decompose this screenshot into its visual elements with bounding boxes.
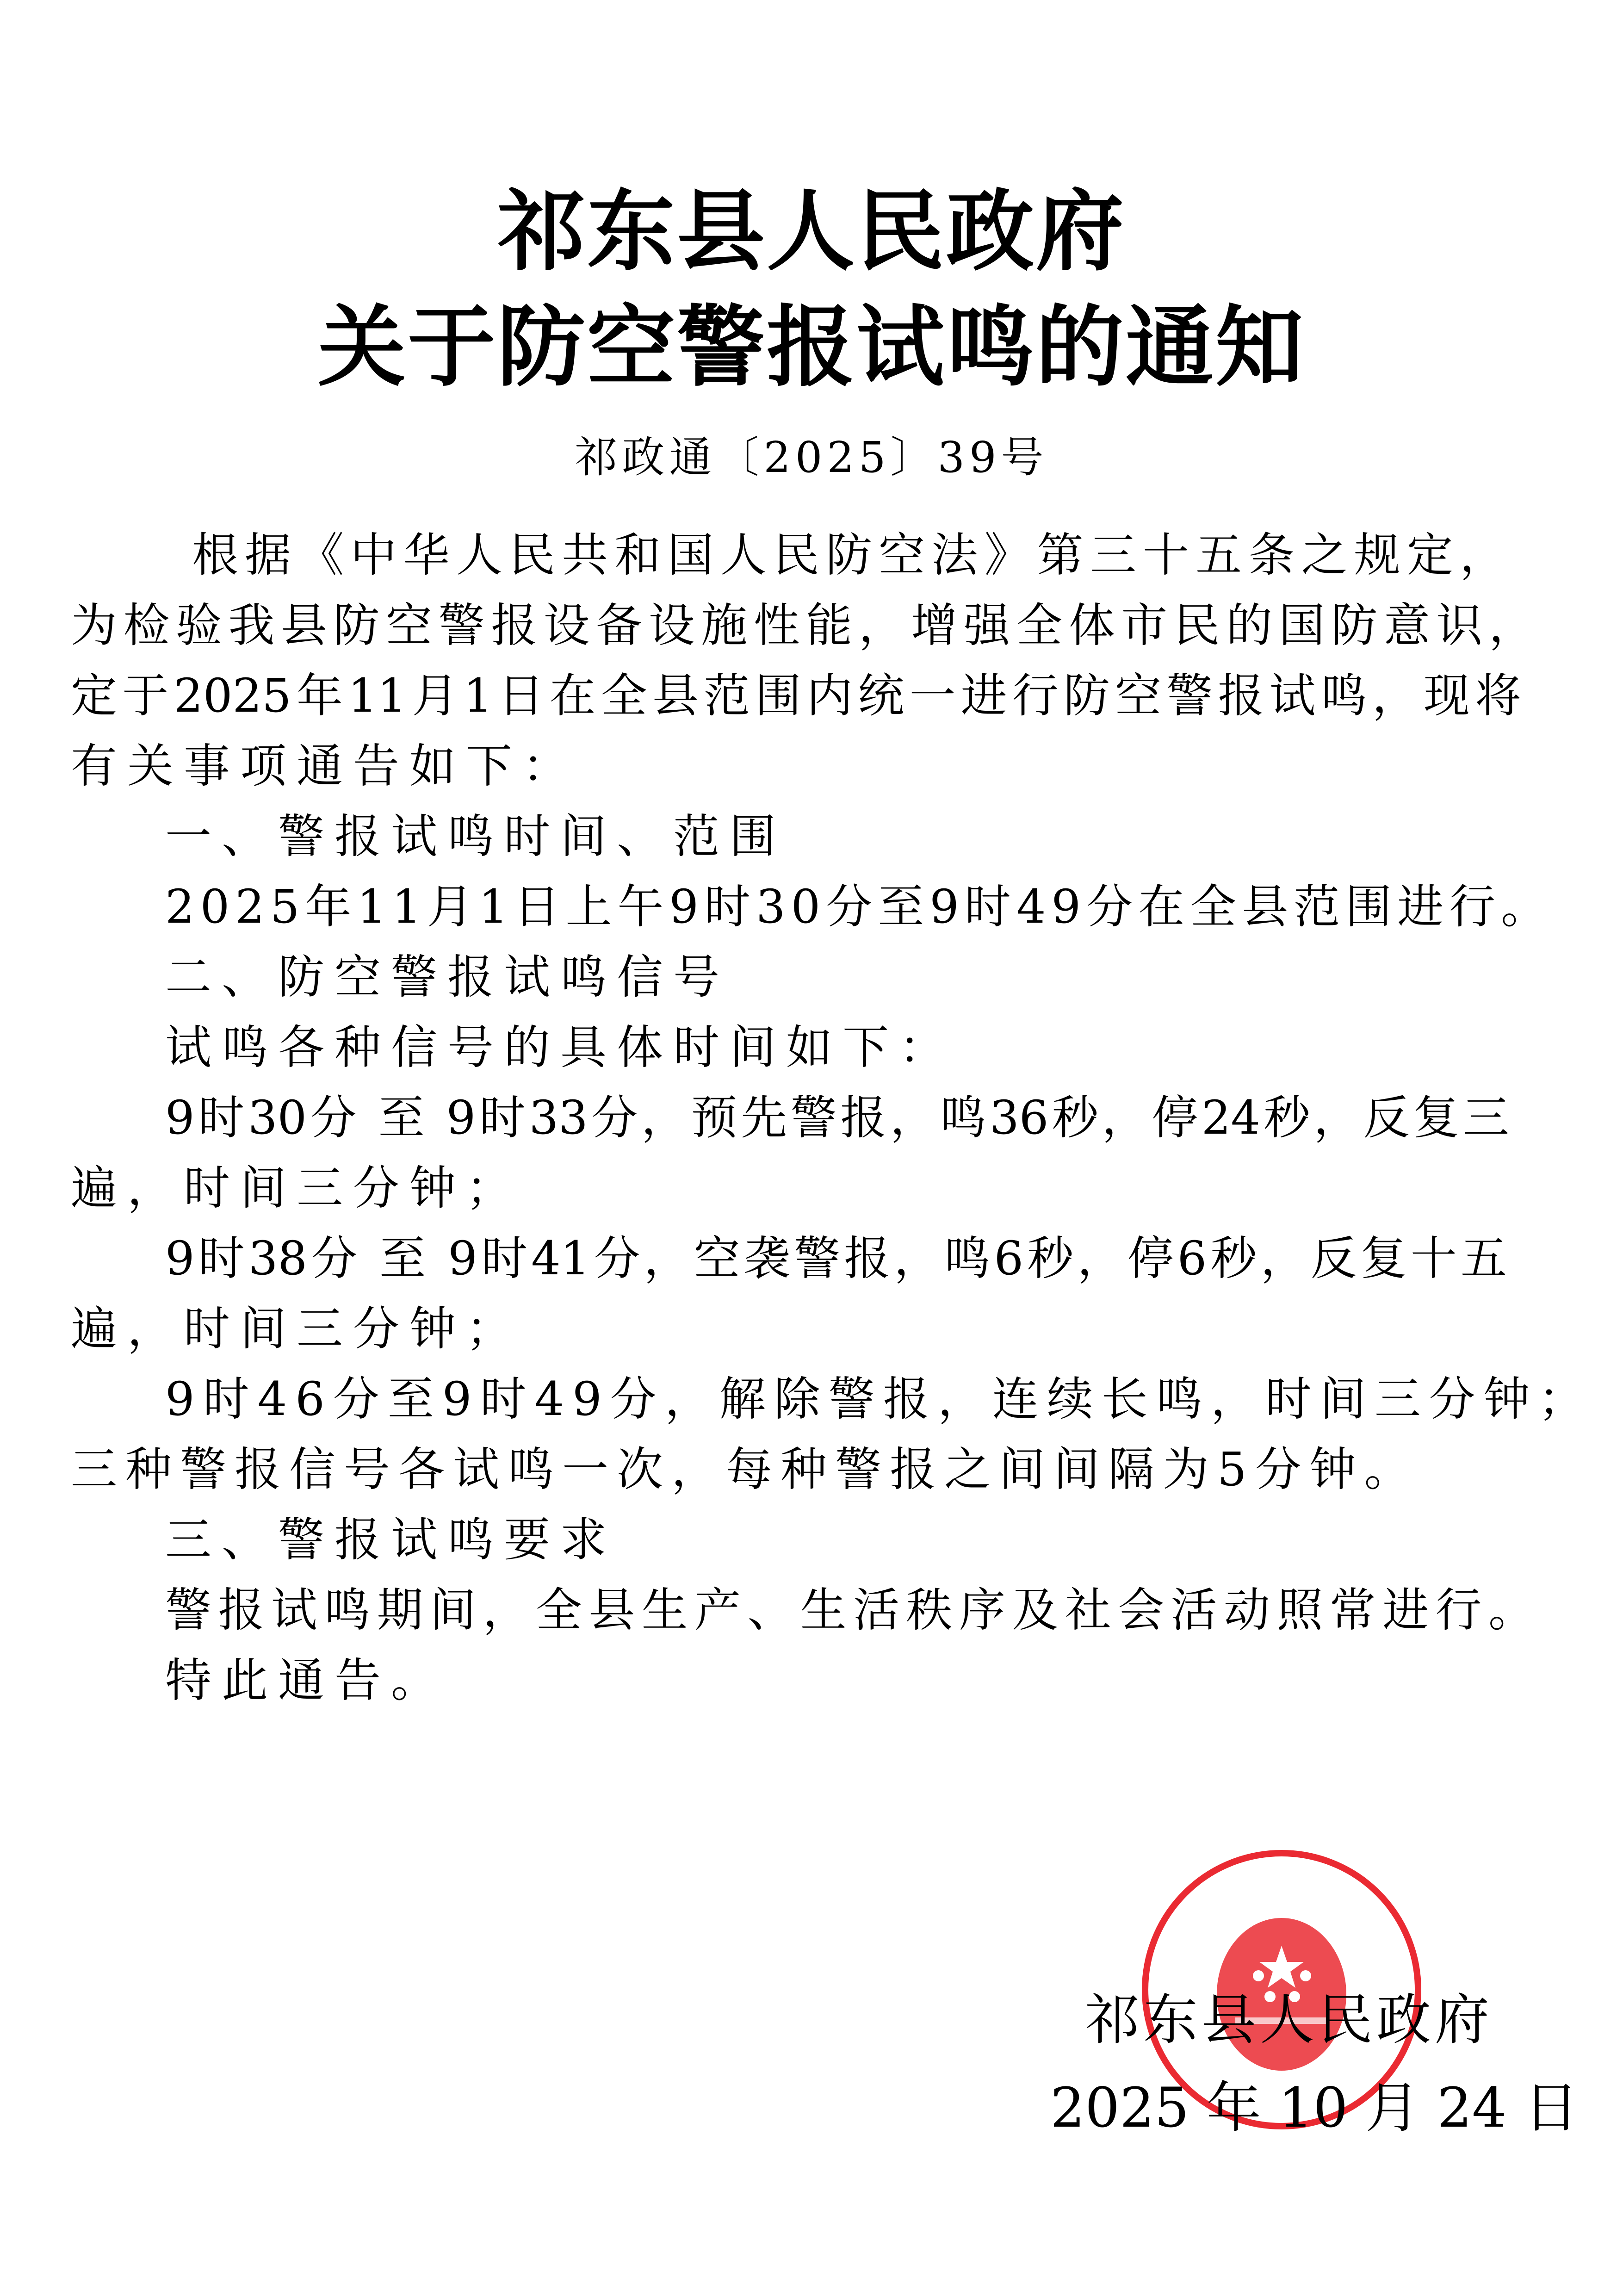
body-line: 试鸣各种信号的具体时间如下： <box>165 1020 955 1074</box>
body-line: 9时38分 至 9时41分，空袭警报，鸣6秒，停6秒，反复十五 <box>165 1231 1507 1285</box>
body-line: 9时30分 至 9时33分，预先警报，鸣36秒，停24秒，反复三 <box>165 1091 1509 1145</box>
body-line: 有关事项通告如下： <box>71 739 579 793</box>
issuer-name: 祁东县人民政府 <box>1085 1988 1493 2052</box>
section-heading: 三、警报试鸣要求 <box>165 1513 617 1567</box>
title-line-1: 祁东县人民政府 <box>497 180 1126 283</box>
body-line: 根据《中华人民共和国人民防空法》第三十五条之规定， <box>192 528 1506 582</box>
section-heading: 一、警报试鸣时间、范围 <box>165 809 786 863</box>
title-line-2: 关于防空警报试鸣的通知 <box>317 295 1305 398</box>
issue-date: 2025 年 10 月 24 日 <box>1050 2076 1579 2140</box>
body-line: 定于2025年11月1日在全县范围内统一进行防空警报试鸣，现将 <box>71 669 1521 723</box>
body-line: 三种警报信号各试鸣一次，每种警报之间间隔为5分钟。 <box>71 1442 1419 1496</box>
body-line: 特此通告。 <box>165 1653 447 1707</box>
body-line: 遍，时间三分钟； <box>71 1302 522 1356</box>
body-line: 警报试鸣期间，全县生产、生活秩序及社会活动照常进行。 <box>165 1583 1535 1637</box>
body-line: 为检验我县防空警报设备设施性能，增强全体市民的国防意识， <box>71 598 1535 652</box>
body-line: 2025年11月1日上午9时30分至9时49分在全县范围进行。 <box>165 880 1553 934</box>
document-number: 祁政通〔2025〕39号 <box>575 433 1048 482</box>
body-line: 9时46分至9时49分，解除警报，连续长鸣，时间三分钟； <box>165 1372 1593 1426</box>
body-line: 遍，时间三分钟； <box>71 1161 522 1215</box>
section-heading: 二、防空警报试鸣信号 <box>165 950 730 1004</box>
